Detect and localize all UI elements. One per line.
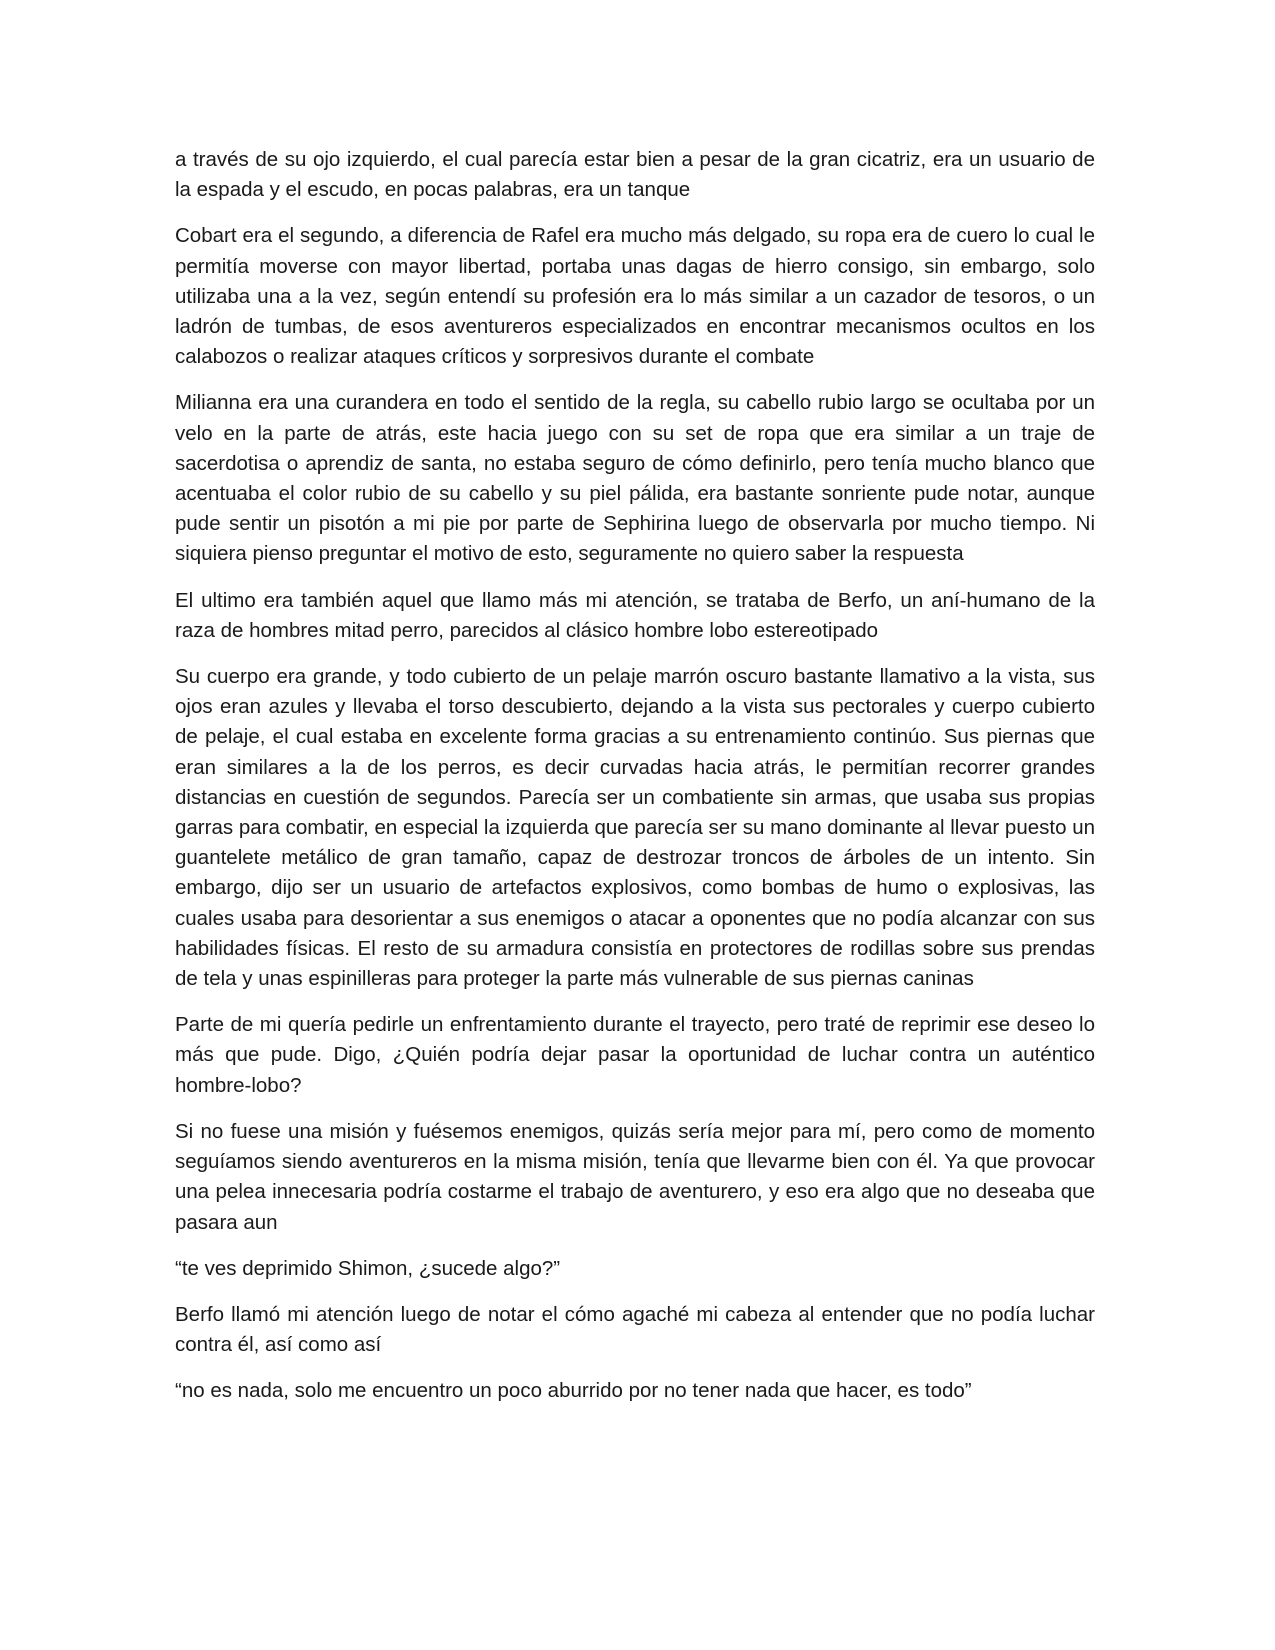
- paragraph-1: a través de su ojo izquierdo, el cual parecía estar bien a pesar de la gran cicatriz, era un usuario de la espada y el escudo, en pocas palabras, era un tanque: [175, 148, 1095, 202]
- document-body: [175, 145, 1095, 1423]
- paragraph-5: Su cuerpo era grande, y todo cubierto de un pelaje marrón oscuro bastante llamativo a la vista, sus ojos eran azules y llevaba el torso descubierto, dejando a la vista sus pectorales y cuerpo cubierto de pelaje, el cual estaba en excelente forma gracias a su entrenamiento continúo. Sus piernas que eran similares a la de los perros, es decir curvadas hacia atrás, le permitían recorrer grandes distancias en cuestión de segundos. Parecía ser un combatiente sin armas, que usaba sus propias garras para combatir, en especial la izquierda que parecía ser su mano dominante al llevar puesto un guantelete metálico de gran tamaño, capaz de destrozar troncos de árboles de un intento. Sin embargo, dijo ser un usuario de artefactos explosivos, como bombas de humo o explosivas, las cuales usaba para desorientar a sus enemigos o atacar a oponentes que no podía alcanzar con sus habilidades físicas. El resto de su armadura consistía en protectores de rodillas sobre sus prendas de tela y unas espinilleras para proteger la parte más vulnerable de sus piernas caninas: [175, 665, 1095, 991]
- paragraph-6: Parte de mi quería pedirle un enfrentamiento durante el trayecto, pero traté de reprimir ese deseo lo más que pude. Digo, ¿Quién podría dejar pasar la oportunidad de luchar contra un auténtico hombre-lobo?: [175, 1013, 1095, 1097]
- paragraph-4: El ultimo era también aquel que llamo más mi atención, se trataba de Berfo, un aní-humano de la raza de hombres mitad perro, parecidos al clásico hombre lobo estereotipado: [175, 588, 1095, 642]
- dialogue-line-2: “no es nada, solo me encuentro un poco aburrido por no tener nada que hacer, es todo”: [175, 1379, 972, 1403]
- dialogue-line-1: “te ves deprimido Shimon, ¿sucede algo?”: [175, 1256, 561, 1280]
- paragraph-7: Si no fuese una misión y fuésemos enemigos, quizás sería mejor para mí, pero como de momento seguíamos siendo aventureros en la misma misión, tenía que llevarme bien con él. Ya que provocar una pelea innecesaria podría costarme el trabajo de aventurero, y eso era algo que no deseaba que pasara aun: [175, 1119, 1095, 1234]
- paragraph-9: Berfo llamó mi atención luego de notar el cómo agaché mi cabeza al entender que no podía luchar contra él, así como así: [175, 1302, 1095, 1357]
- paragraph-3: Milianna era una curandera en todo el sentido de la regla, su cabello rubio largo se ocultaba por un velo en la parte de atrás, este hacia juego con su set de ropa que era similar a un traje de sacerdotisa o aprendiz de santa, no estaba seguro de cómo definirlo, pero tenía mucho blanco que acentuaba el color rubio de su cabello y su piel pálida, era bastante sonriente pude notar, aunque pude sentir un pisotón a mi pie por parte de Sephirina luego de observarla por mucho tiempo. Ni siquiera pienso preguntar el motivo de esto, seguramente no quiero saber la respuesta: [175, 391, 1095, 566]
- paragraph-2: Cobart era el segundo, a diferencia de Rafel era mucho más delgado, su ropa era de cuero lo cual le permitía moverse con mayor libertad, portaba unas dagas de hierro consigo, sin embargo, solo utilizaba una a la vez, según entendí su profesión era lo más similar a un cazador de tesoros, o un ladrón de tumbas, de esos aventureros especializados en encontrar mecanismos ocultos en los calabozos o realizar ataques críticos y sorpresivos durante el combate: [175, 224, 1095, 369]
